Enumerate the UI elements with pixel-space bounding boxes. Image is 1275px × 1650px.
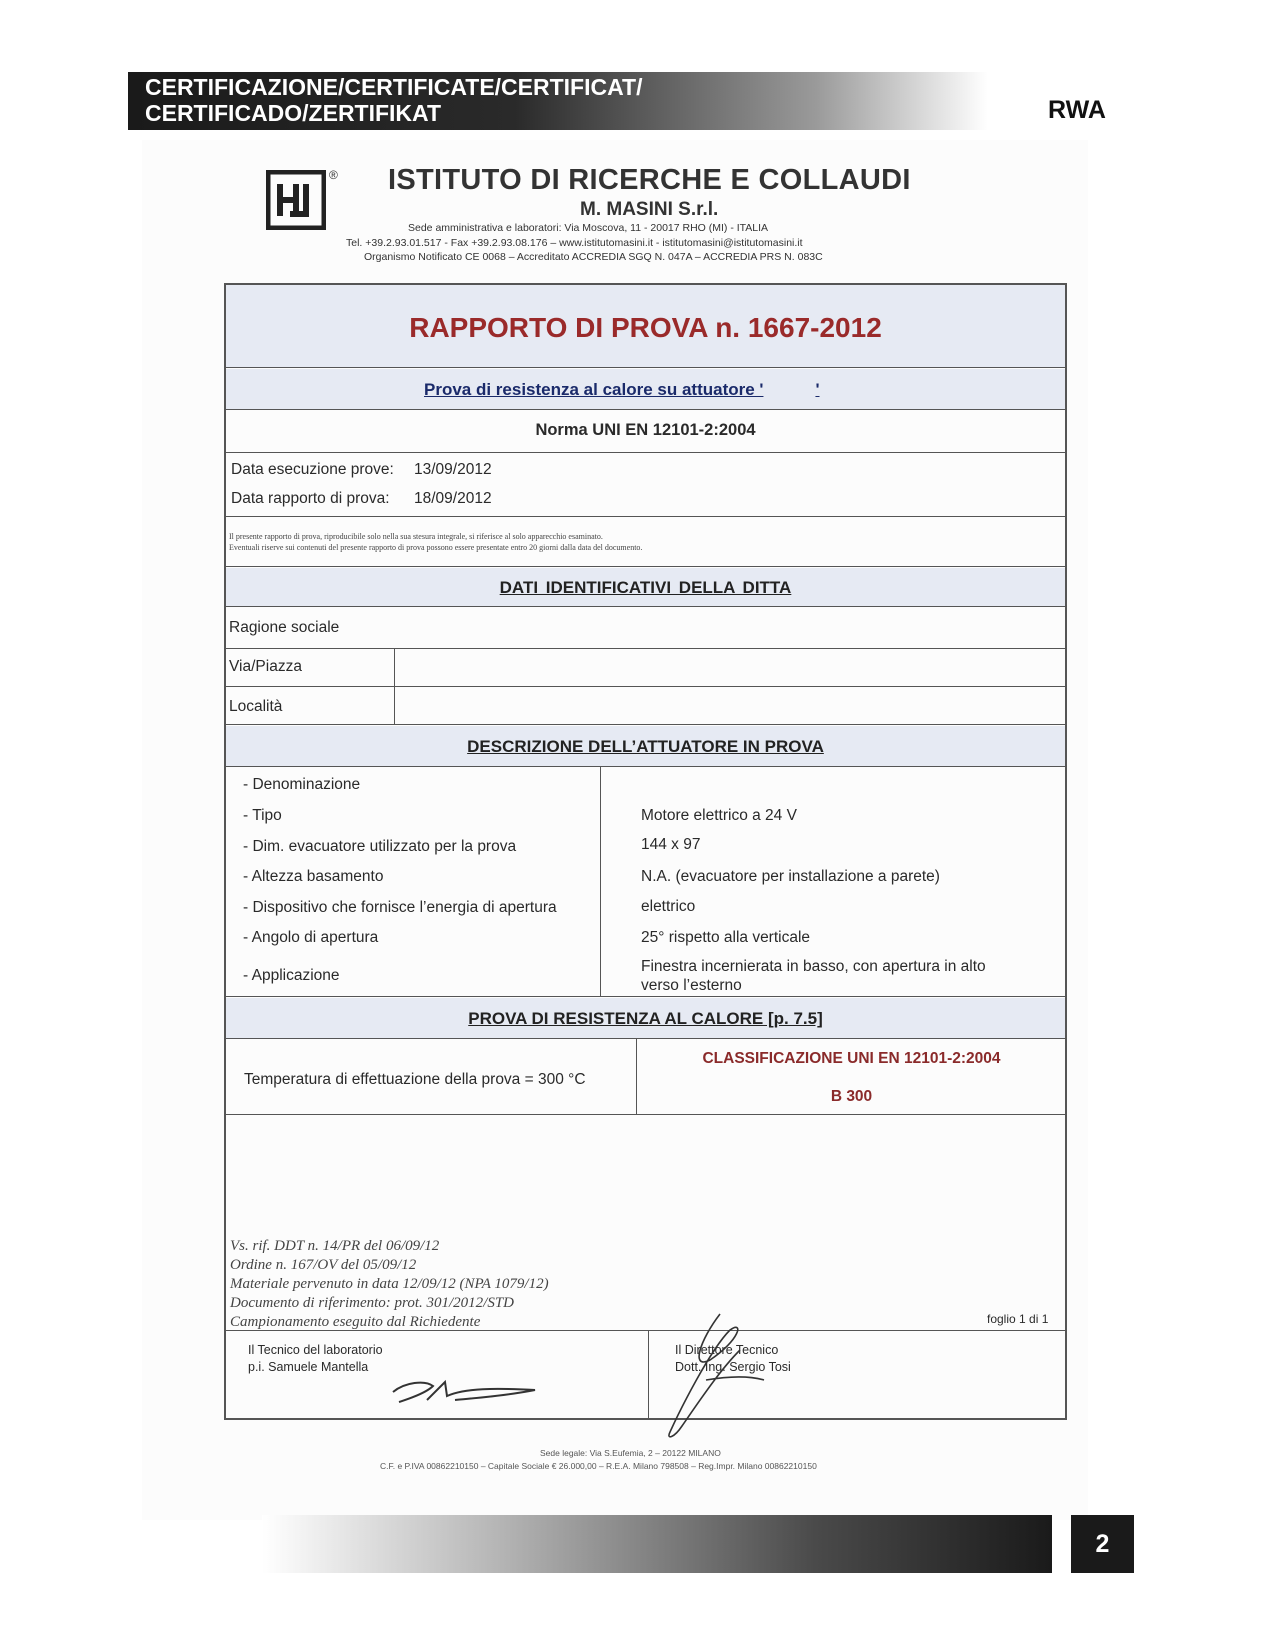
page-number: 2 (1071, 1515, 1134, 1573)
actuator-value-type: Motore elettrico a 24 V (641, 807, 797, 824)
actuator-value-application: Finestra incernierata in basso, con apertura in alto (641, 958, 986, 975)
test-temperature: Temperatura di effettuazione della prova = 300 °C (244, 1071, 586, 1088)
actuator-value-angle: 25° rispetto alla verticale (641, 929, 811, 946)
report-date: 18/09/2012 (414, 490, 492, 507)
company-section-title: DATI IDENTIFICATIVI DELLA DITTA (499, 578, 792, 597)
reference-order: Ordine n. 167/OV del 05/09/12 (230, 1257, 417, 1273)
company-field-locality: Località (229, 698, 283, 715)
reference-ddt: Vs. rif. DDT n. 14/PR del 06/09/12 (230, 1238, 440, 1254)
actuator-value-dimensions: 144 x 97 (641, 836, 701, 853)
header-brand: RWA (1048, 96, 1106, 124)
actuator-label-base-height: - Altezza basamento (243, 868, 384, 885)
test-subject: Prova di resistenza al calore su attuatore ' ' (424, 380, 820, 399)
sheet-number: foglio 1 di 1 (987, 1312, 1049, 1326)
institute-address: Sede amministrativa e laboratori: Via Moscova, 11 - 20017 RHO (MI) - ITALIA (408, 222, 769, 234)
institute-accreditation: Organismo Notificato CE 0068 – Accreditato ACCREDIA SGQ N. 047A – ACCREDIA PRS N. 083C (364, 251, 823, 263)
standard: Norma UNI EN 12101-2:2004 (535, 421, 756, 439)
institute-logo-icon (266, 170, 326, 230)
actuator-value-energy-device: elettrico (641, 898, 696, 915)
actuator-label-angle: - Angolo di apertura (243, 929, 379, 946)
reference-document: Documento di riferimento: prot. 301/2012/STD (230, 1295, 515, 1311)
heat-section-title: PROVA DI RESISTENZA AL CALORE [p. 7.5] (468, 1009, 823, 1028)
actuator-label-name: - Denominazione (243, 776, 361, 793)
legal-details: C.F. e P.IVA 00862210150 – Capitale Sociale € 26.000,00 – R.E.A. Milano 798508 – Reg.Impr. Milano 00862210150 (380, 1461, 817, 1471)
director-name: Dott. Ing. Sergio Tosi (675, 1360, 791, 1374)
institute-contacts: Tel. +39.2.93.01.517 - Fax +39.2.93.08.176 – www.istitutomasini.it - istitutomasini@istitutomasini.it (346, 237, 803, 249)
note-line1: Il presente rapporto di prova, riproducibile solo nella sua stesura integrale, si riferisce al solo apparecchio esaminato. (229, 532, 603, 541)
director-role: Il Direttore Tecnico (675, 1343, 779, 1357)
actuator-label-dimensions: - Dim. evacuatore utilizzato per la prova (243, 838, 517, 855)
technician-signature-icon (385, 1370, 545, 1410)
legal-address: Sede legale: Via S.Eufemia, 2 – 20122 MILANO (540, 1448, 721, 1458)
exec-date-label: Data esecuzione prove: (231, 461, 394, 478)
actuator-label-energy-device: - Dispositivo che fornisce l’energia di apertura (243, 899, 557, 916)
report-title: RAPPORTO DI PROVA n. 1667-2012 (409, 312, 882, 343)
registered-mark: ® (329, 168, 338, 182)
actuator-section-title: DESCRIZIONE DELL’ATTUATORE IN PROVA (467, 737, 824, 756)
director-signature-icon (660, 1310, 770, 1440)
classification-value: B 300 (830, 1088, 873, 1105)
institute-name: ISTITUTO DI RICERCHE E COLLAUDI (388, 164, 911, 196)
institute-company: M. MASINI S.r.l. (580, 199, 719, 220)
technician-role: Il Tecnico del laboratorio (248, 1343, 383, 1357)
actuator-value-base-height: N.A. (evacuatore per installazione a parete) (641, 868, 940, 885)
header-title-line2: CERTIFICADO/ZERTIFIKAT (145, 100, 441, 126)
actuator-label-application: - Applicazione (243, 967, 340, 984)
company-field-name: Ragione sociale (229, 619, 340, 636)
company-field-address: Via/Piazza (229, 658, 302, 675)
report-date-label: Data rapporto di prova: (231, 490, 390, 507)
footer-band (262, 1515, 1052, 1573)
actuator-label-type: - Tipo (243, 807, 282, 824)
note-line2: Eventuali riserve sui contenuti del presente rapporto di prova possono essere presentate entro 20 giorni dalla data del documento. (229, 543, 643, 552)
reference-material: Materiale pervenuto in data 12/09/12 (NPA 1079/12) (230, 1276, 549, 1292)
reference-sampling: Campionamento eseguito dal Richiedente (230, 1314, 481, 1330)
technician-name: p.i. Samuele Mantella (248, 1360, 369, 1374)
exec-date: 13/09/2012 (414, 461, 492, 478)
classification-title: CLASSIFICAZIONE UNI EN 12101-2:2004 (702, 1050, 1001, 1067)
header-title-line1: CERTIFICAZIONE/CERTIFICATE/CERTIFICAT/ (145, 74, 643, 100)
actuator-value-application-2: verso l’esterno (641, 977, 742, 994)
page-header-title (145, 74, 945, 126)
